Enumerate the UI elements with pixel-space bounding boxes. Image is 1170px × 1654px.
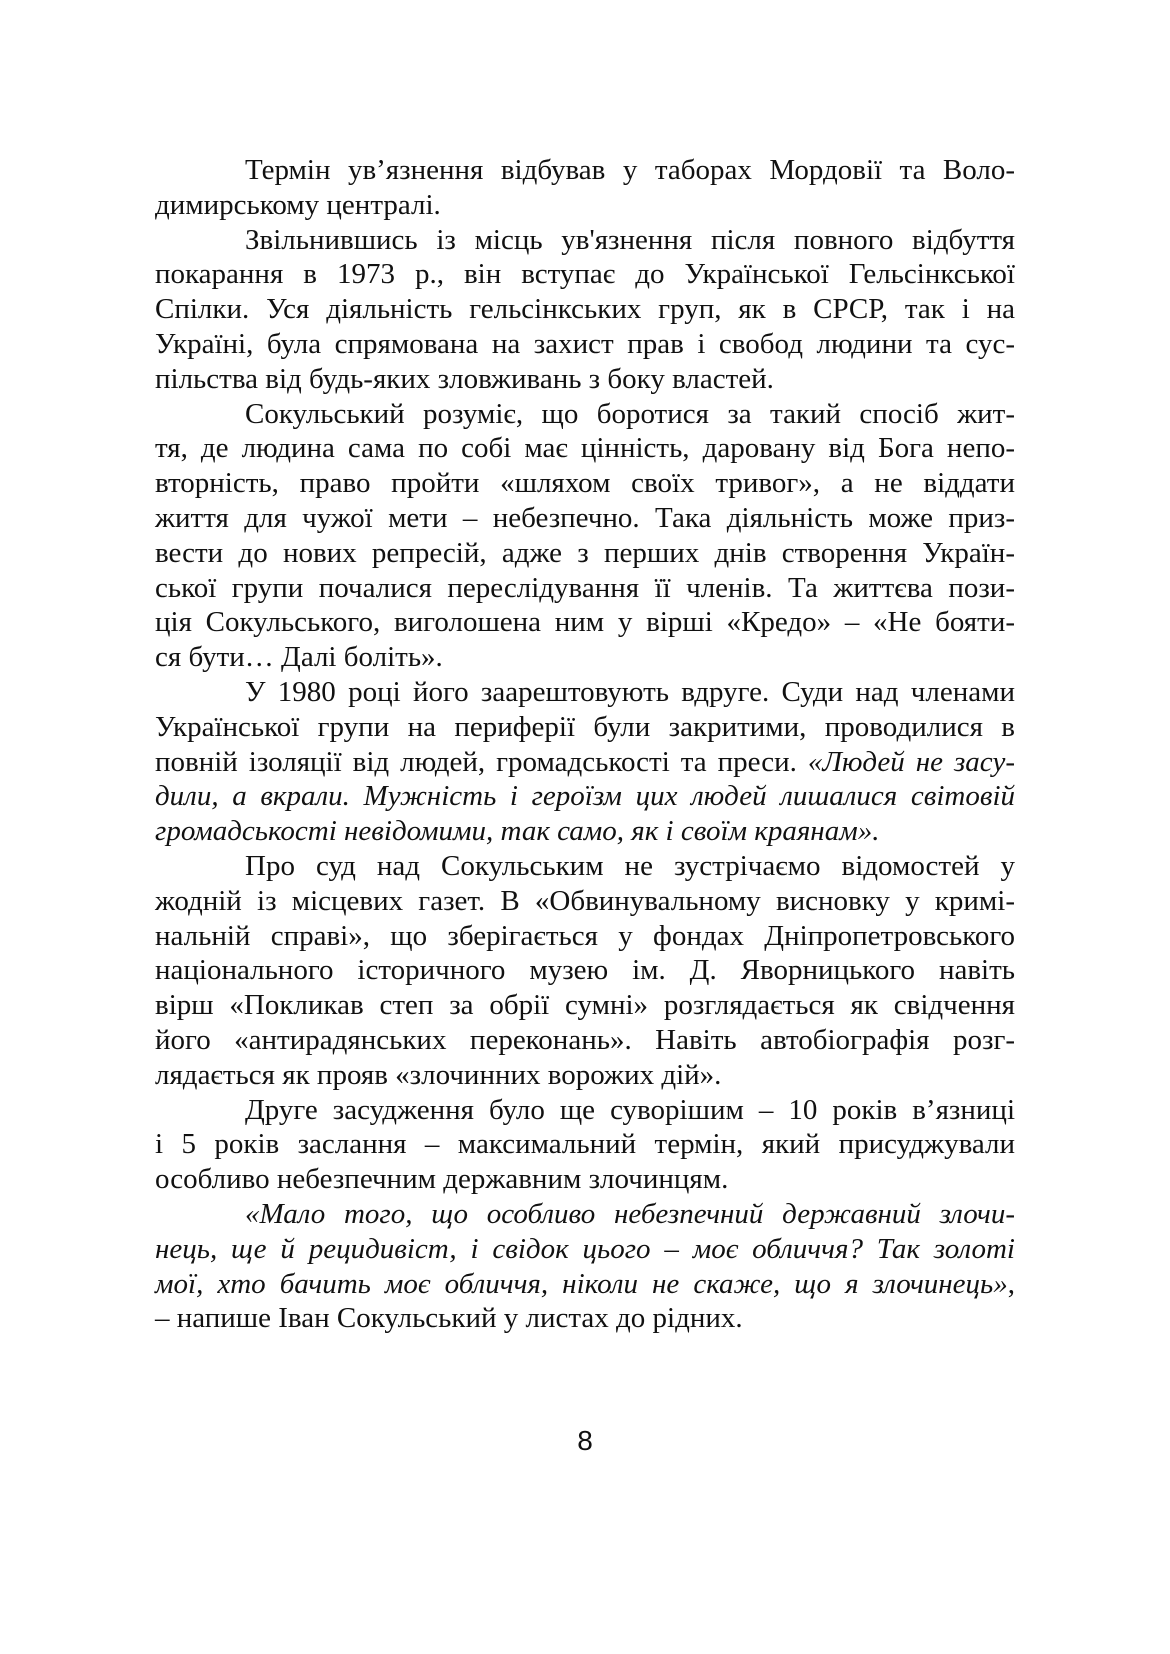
text-segment: його «антирадянських переконань». Навіть автобіографія розг- (155, 1023, 1015, 1056)
text-line (155, 919, 1015, 954)
text-line (155, 605, 1015, 640)
text-line (155, 397, 1015, 432)
text-line (155, 257, 1015, 292)
paragraph (155, 849, 1015, 1093)
text-line (155, 153, 1015, 188)
text-segment: ся бути… Далі боліть». (155, 641, 443, 674)
text-line (155, 745, 1015, 780)
text-segment: національного історичного музею ім. Д. Яворницького навіть (155, 954, 1015, 987)
text-segment: вірш «Покликав степ за обрії сумні» розглядається як свідчення (155, 989, 1015, 1022)
text-segment: нальній справі», що зберігається у фондах Дніпропетровського (155, 919, 1015, 952)
text-segment: Сокульський розуміє, що боротися за такий спосіб жит- (245, 397, 1015, 430)
text-line (155, 1093, 1015, 1128)
quoted-text: «Мало того, що особливо небезпечний державний злочи- (245, 1197, 1015, 1230)
text-line (155, 1127, 1015, 1162)
text-segment: вести до нових репресій, адже з перших днів створення Україн- (155, 536, 1015, 569)
quoted-text: громадськості невідомими, так само, як і своїм краянам». (155, 815, 880, 848)
paragraph (155, 1197, 1015, 1336)
text-segment: ція Сокульського, виголошена ним у вірші «Кредо» – «Не бояти- (155, 606, 1015, 639)
text-line (155, 1023, 1015, 1058)
text-line (155, 1232, 1015, 1267)
paragraph (155, 397, 1015, 675)
text-segment: лядається як прояв «злочинних ворожих дій». (155, 1058, 722, 1091)
text-segment: тя, де людина сама по собі має цінність, даровану від Бога непо- (155, 432, 1015, 465)
text-segment: жодній із місцевих газет. В «Обвинувальному висновку у кримі- (155, 884, 1015, 917)
quoted-text: нець, ще й рецидивіст, і свідок цього – моє обличчя? Так золоті (155, 1232, 1015, 1265)
text-line (155, 188, 1015, 223)
text-line (155, 1197, 1015, 1232)
text-segment: вторність, право пройти «шляхом своїх тривог», а не віддати (155, 467, 1015, 500)
text-line (155, 536, 1015, 571)
text-segment: Про суд над Сокульським не зустрічаємо відомостей у (245, 849, 1015, 882)
text-line (155, 779, 1015, 814)
paragraph (155, 1093, 1015, 1197)
quoted-text: мої, хто бачить моє обличчя, ніколи не скаже, що я злочинець» (155, 1267, 1008, 1300)
text-segment: Звільнившись із місць ув'язнення після повного відбуття (245, 223, 1015, 256)
text-line (155, 223, 1015, 258)
quoted-text: дили, а вкрали. Мужність і героїзм цих людей лишалися світовій (155, 780, 1015, 813)
text-segment: , (1007, 1267, 1015, 1300)
quoted-text: «Людей не засу- (807, 745, 1015, 778)
text-line (155, 1267, 1015, 1302)
text-line (155, 362, 1015, 397)
page-body-text (155, 153, 1015, 1336)
page-number: 8 (577, 1425, 593, 1456)
text-segment: Української групи на периферії були закритими, проводилися в (155, 710, 1015, 743)
text-segment: ської групи почалися переслідування її членів. Та життєва пози- (155, 571, 1015, 604)
text-segment: Термін ув’язнення відбував у таборах Мордовії та Воло- (245, 154, 1015, 186)
text-line (155, 675, 1015, 710)
text-line (155, 710, 1015, 745)
text-line (155, 501, 1015, 536)
text-segment: особливо небезпечним державним злочинцям. (155, 1163, 729, 1196)
text-line (155, 327, 1015, 362)
text-line (155, 849, 1015, 884)
text-segment: У 1980 році його заарештовують вдруге. Суди над членами (245, 675, 1015, 708)
text-segment: Друге засудження було ще суворішим – 10 років в’язниці (245, 1093, 1015, 1126)
text-segment: і 5 років заслання – максимальний термін, який присуджували (155, 1128, 1015, 1161)
text-line (155, 814, 1015, 849)
paragraph (155, 153, 1015, 223)
text-line (155, 571, 1015, 606)
paragraph (155, 223, 1015, 397)
text-segment: – напише Іван Сокульський у листах до рідних. (155, 1302, 743, 1335)
text-line (155, 988, 1015, 1023)
text-line (155, 884, 1015, 919)
text-line (155, 1301, 1015, 1336)
text-segment: покарання в 1973 р., він вступає до Української Гельсінкської (155, 258, 1015, 291)
text-line (155, 1058, 1015, 1093)
text-segment: Україні, була спрямована на захист прав і свобод людини та сус- (155, 327, 1015, 360)
text-line (155, 292, 1015, 327)
text-segment: Спілки. Уся діяльність гельсінкських груп, як в СРСР, так і на (155, 293, 1015, 326)
text-segment: пільства від будь-яких зловживань з боку властей. (155, 362, 774, 395)
text-line (155, 1162, 1015, 1197)
paragraph (155, 675, 1015, 849)
text-line (155, 953, 1015, 988)
text-line (155, 431, 1015, 466)
text-segment: життя для чужої мети – небезпечно. Така діяльність може приз- (155, 501, 1015, 534)
text-line (155, 466, 1015, 501)
text-segment: повній ізоляції від людей, громадськості та преси. (155, 745, 808, 778)
text-line (155, 640, 1015, 675)
text-segment: димирському централі. (155, 188, 441, 221)
